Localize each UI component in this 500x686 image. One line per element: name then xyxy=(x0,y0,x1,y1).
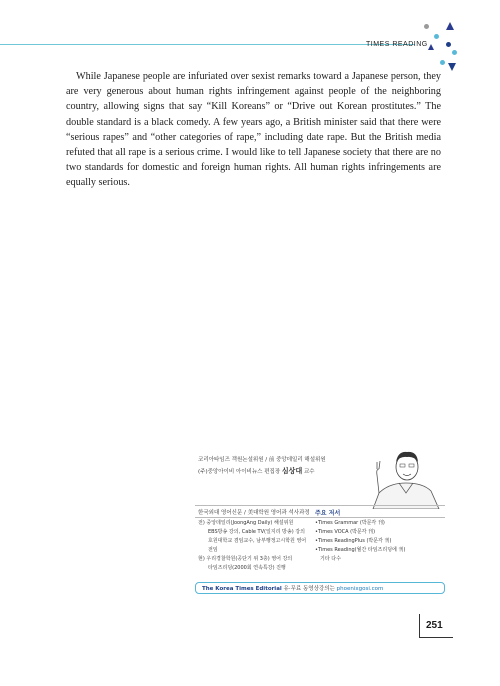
banner-text: 유·무료 동영상강의는 xyxy=(281,586,337,592)
career-line: 전임 xyxy=(208,547,218,553)
work-item: •Times Grammar (박문각 刊) xyxy=(315,520,385,526)
banner-brand: The Korea Times Editorial xyxy=(202,586,282,592)
author-name: 심상대 xyxy=(281,467,303,475)
career-line: 전) 중앙데일리(JoongAng Daily) 해설위원 xyxy=(198,520,294,526)
section-label: TIMES READING xyxy=(366,41,428,48)
works-list xyxy=(315,519,405,564)
works-heading: 주요 저서 xyxy=(315,510,341,517)
career-line: 호원대학교 겸임교수, 남부행정고시학원 영어 xyxy=(208,538,307,544)
profile-divider-top xyxy=(195,505,445,506)
profile-position-suffix: 교수 xyxy=(302,469,315,475)
author-photo xyxy=(367,447,445,509)
profile-divider-mid xyxy=(195,517,445,518)
career-line: 현) 우리경찰학원(공단기 위 3층) 영어 강의 xyxy=(198,556,293,562)
header-rule xyxy=(0,44,415,45)
author-profile xyxy=(195,447,445,602)
page-number-rule-vertical xyxy=(419,614,420,638)
article-paragraph: While Japanese people are infuriated over sexist remarks toward a Japanese person, they are very generous about human rights infringement against people of the neighboring country, allowing signs that say “Kill Koreans” or “Drive out Korean prostitutes.” The double standard is a black comedy. A few years ago, a British minister said that there were “serious rapes” and “other categories of rape,” including date rape. But the British media refuted that all rape is a serious crime. I would like to tell Japanese society that there are no two standards for domestic and foreign human rights. All human rights infringements are equally serious. xyxy=(66,71,441,189)
work-item: 기타 다수 xyxy=(320,556,341,562)
work-item: •Times Reading(월간 타임즈리딩에 刊) xyxy=(315,547,406,553)
banner-url[interactable]: phoenixgosi.com xyxy=(336,586,384,592)
lecture-banner xyxy=(195,582,445,594)
profile-position-prefix: (주)중앙아이비 아이비뉴스 편집장 xyxy=(198,469,282,475)
profile-title: 코리아타임즈 객원논설위원 / 前 중앙데일리 해설위원 xyxy=(198,457,326,463)
work-item: •Times ReadingPlus (박문각 刊) xyxy=(315,538,392,544)
page-number-rule xyxy=(419,637,453,638)
page-number: 251 xyxy=(426,620,443,631)
career-list xyxy=(198,519,306,573)
work-item: •Times VOCA (박문각 刊) xyxy=(315,529,376,535)
profile-position xyxy=(198,466,315,476)
education-line: 한국외대 영어신문 / 美대학원 영어과 석사과정 xyxy=(198,510,310,516)
career-line: 타임즈리딩(2000회 연속특강) 진행 xyxy=(208,565,286,571)
career-line: EBS방송 강의, Cable TV(일지리 방송) 강의 xyxy=(208,529,305,535)
